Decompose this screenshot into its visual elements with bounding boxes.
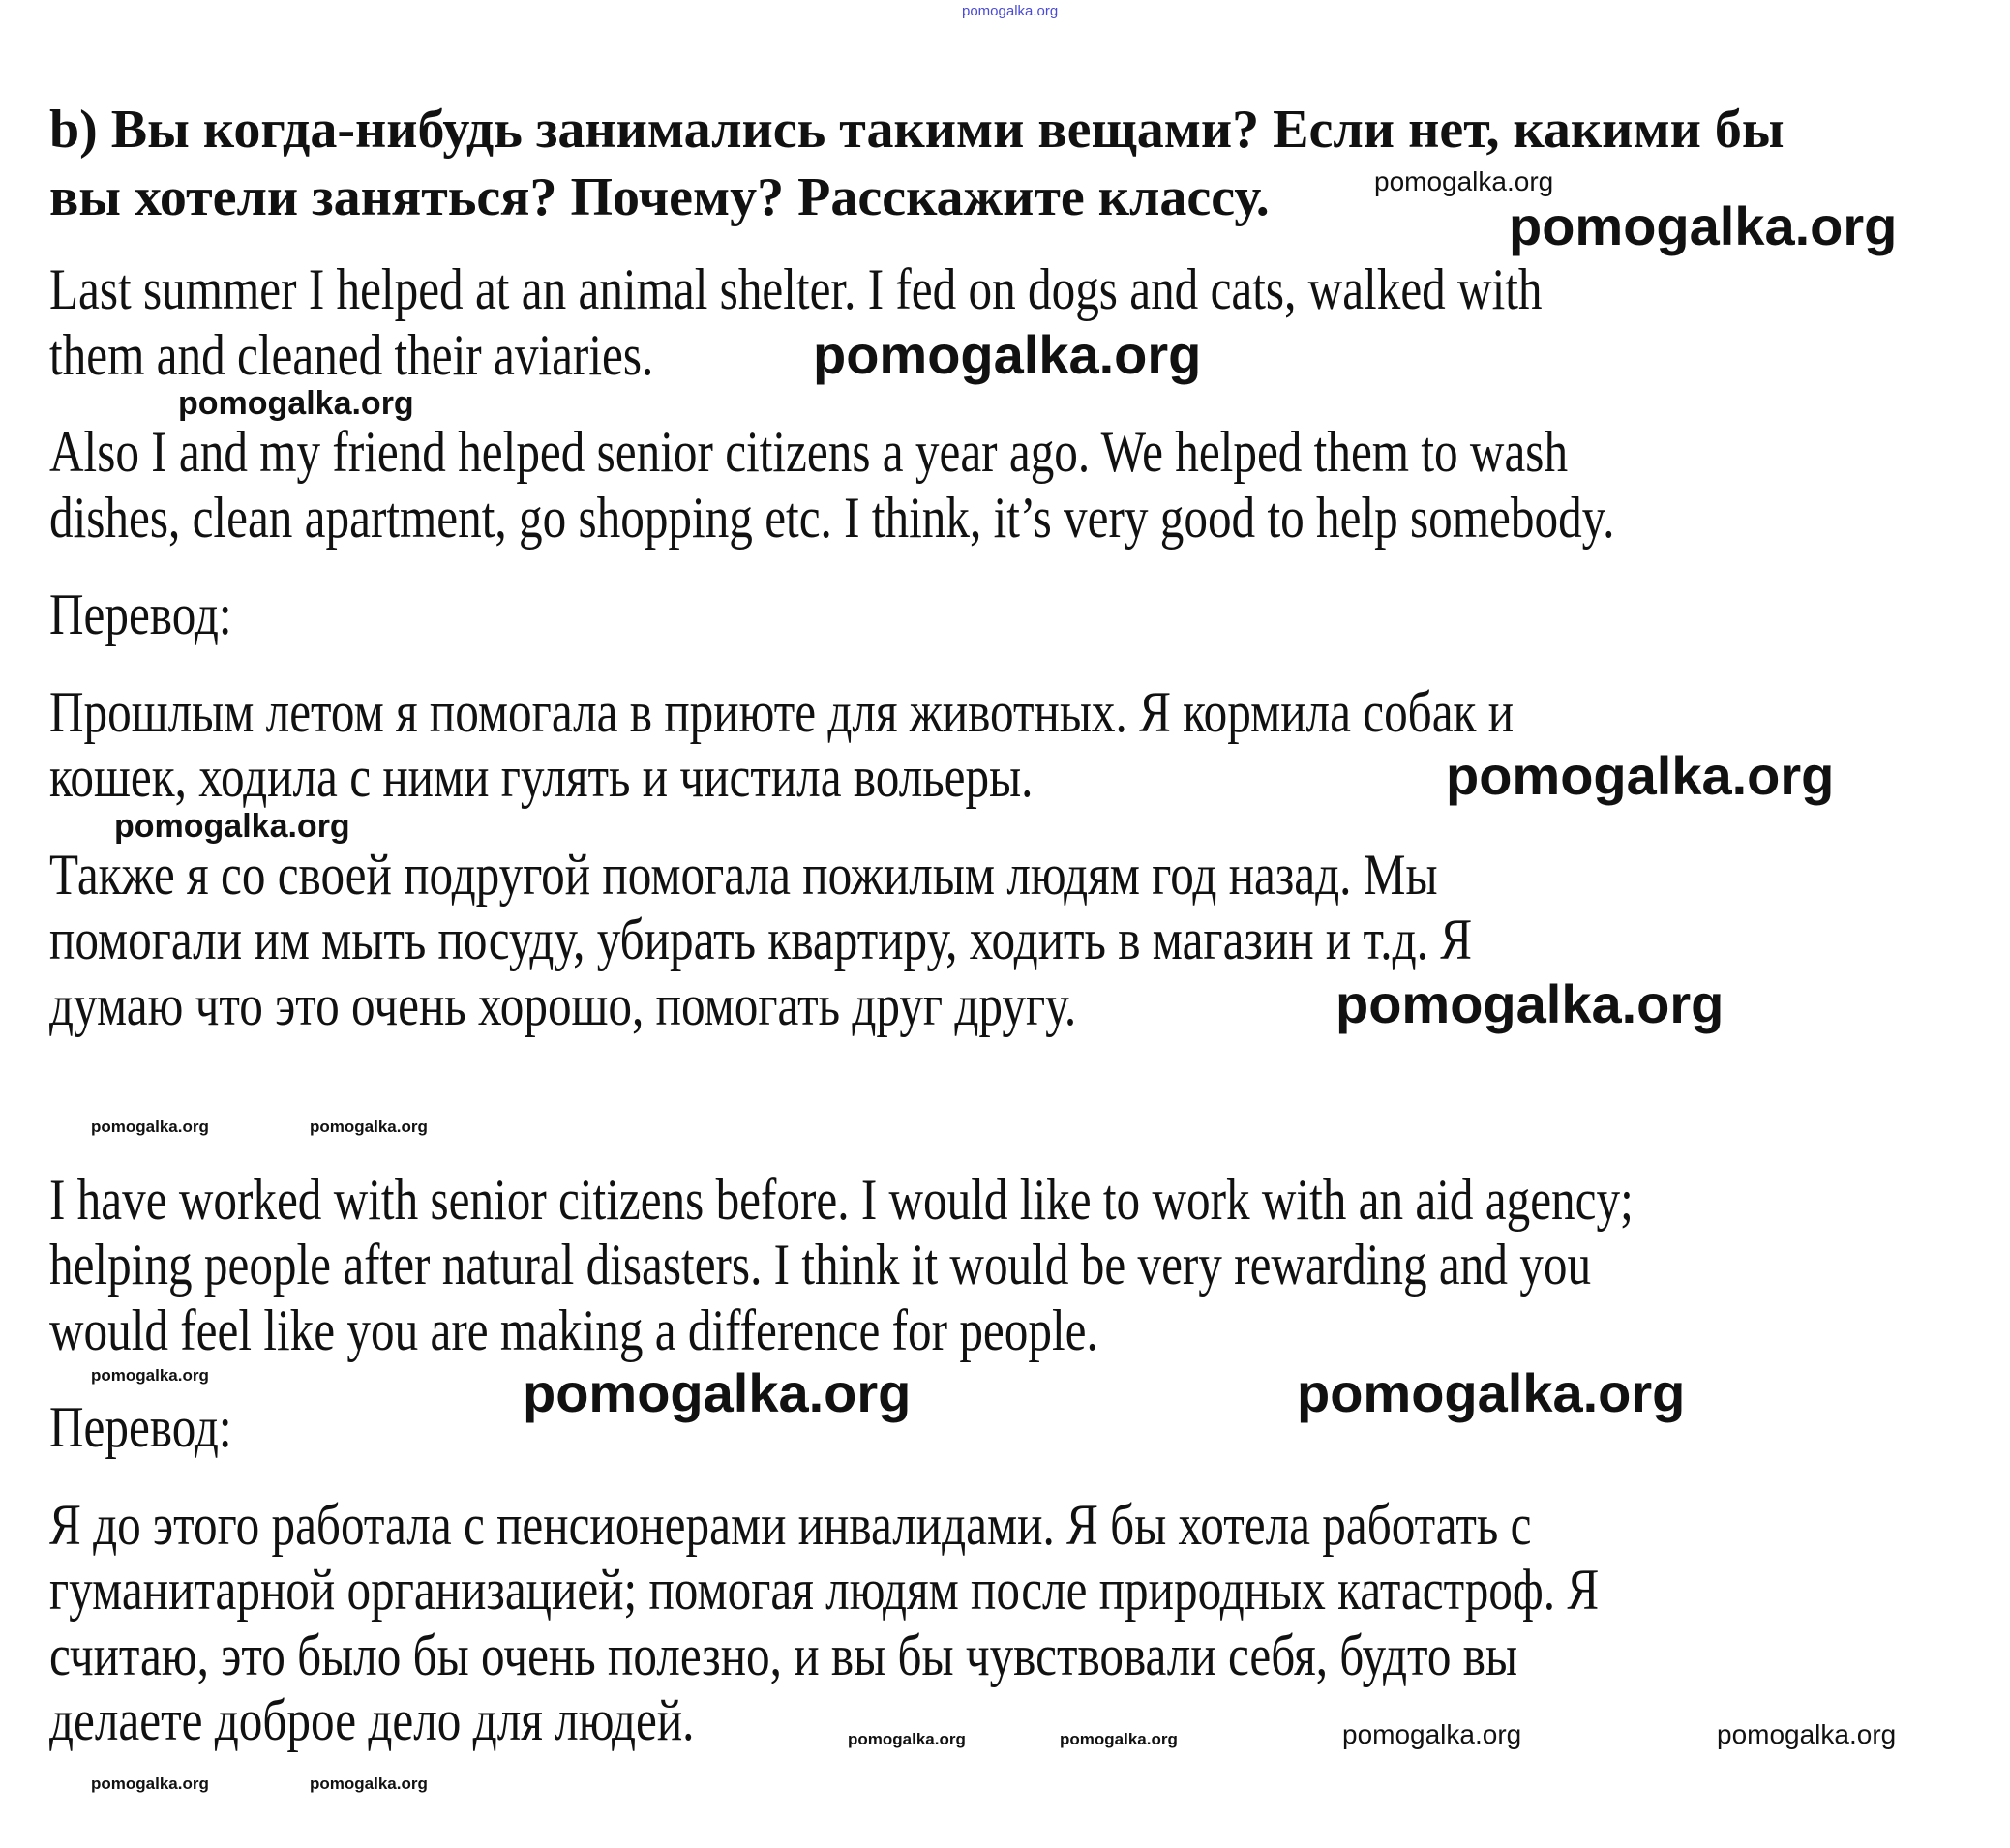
watermark: pomogalka.org: [1717, 1719, 1897, 1749]
top-watermark: pomogalka.org: [962, 3, 1059, 19]
text-line: dishes, clean apartment, go shopping etc. I think, it’s very good to help somebody.: [49, 486, 1615, 550]
text-line: кошек, ходила с ними гулять и чистила вольеры.: [49, 745, 1034, 809]
text-line: Прошлым летом я помогала в приюте для животных. Я кормила собак и: [49, 680, 1515, 744]
watermark: pomogalka.org: [178, 385, 414, 422]
watermark: pomogalka.org: [1374, 166, 1554, 196]
watermark: pomogalka.org: [114, 808, 350, 845]
watermark: pomogalka.org: [310, 1774, 428, 1793]
watermark: pomogalka.org: [523, 1362, 912, 1423]
watermark: pomogalka.org: [1060, 1730, 1178, 1748]
heading-line: вы хотели заняться? Почему? Расскажите классу.: [49, 167, 1270, 227]
watermark: pomogalka.org: [310, 1118, 428, 1136]
watermark: pomogalka.org: [91, 1774, 209, 1793]
watermark: pomogalka.org: [813, 324, 1202, 385]
watermark: pomogalka.org: [1446, 745, 1835, 806]
heading-line: b) Вы когда-нибудь занимались такими вещами? Если нет, какими бы: [49, 100, 1785, 160]
watermark: pomogalka.org: [1342, 1719, 1522, 1749]
watermark: pomogalka.org: [91, 1118, 209, 1136]
watermark: pomogalka.org: [91, 1366, 209, 1385]
text-line: Также я со своей подругой помогала пожилым людям год назад. Мы: [49, 843, 1438, 907]
text-line: helping people after natural disasters. I think it would be very rewarding and you: [49, 1233, 1592, 1297]
text-line: Also I and my friend helped senior citizens a year ago. We helped them to wash: [49, 420, 1569, 484]
translation-label: Перевод:: [49, 582, 232, 646]
text-line: them and cleaned their aviaries.: [49, 323, 654, 387]
text-line: делаете доброе дело для людей.: [49, 1688, 695, 1752]
text-line: Last summer I helped at an animal shelter. I fed on dogs and cats, walked with: [49, 257, 1543, 321]
watermark: pomogalka.org: [1509, 195, 1898, 256]
text-line: would feel like you are making a difference for people.: [49, 1298, 1098, 1362]
text-line: помогали им мыть посуду, убирать квартиру, ходить в магазин и т.д. Я: [49, 908, 1473, 971]
translation-label: Перевод:: [49, 1395, 232, 1459]
text-line: гуманитарной организацией; помогая людям после природных катастроф. Я: [49, 1558, 1600, 1622]
text-line: Я до этого работала с пенсионерами инвалидами. Я бы хотела работать с: [49, 1493, 1532, 1557]
text-line: I have worked with senior citizens before. I would like to work with an aid agency;: [49, 1168, 1634, 1232]
text-line: считаю, это было бы очень полезно, и вы бы чувствовали себя, будто вы: [49, 1624, 1518, 1687]
watermark: pomogalka.org: [848, 1730, 966, 1748]
text-line: думаю что это очень хорошо, помогать друг другу.: [49, 973, 1077, 1037]
watermark: pomogalka.org: [1335, 973, 1725, 1034]
watermark: pomogalka.org: [1297, 1362, 1686, 1423]
